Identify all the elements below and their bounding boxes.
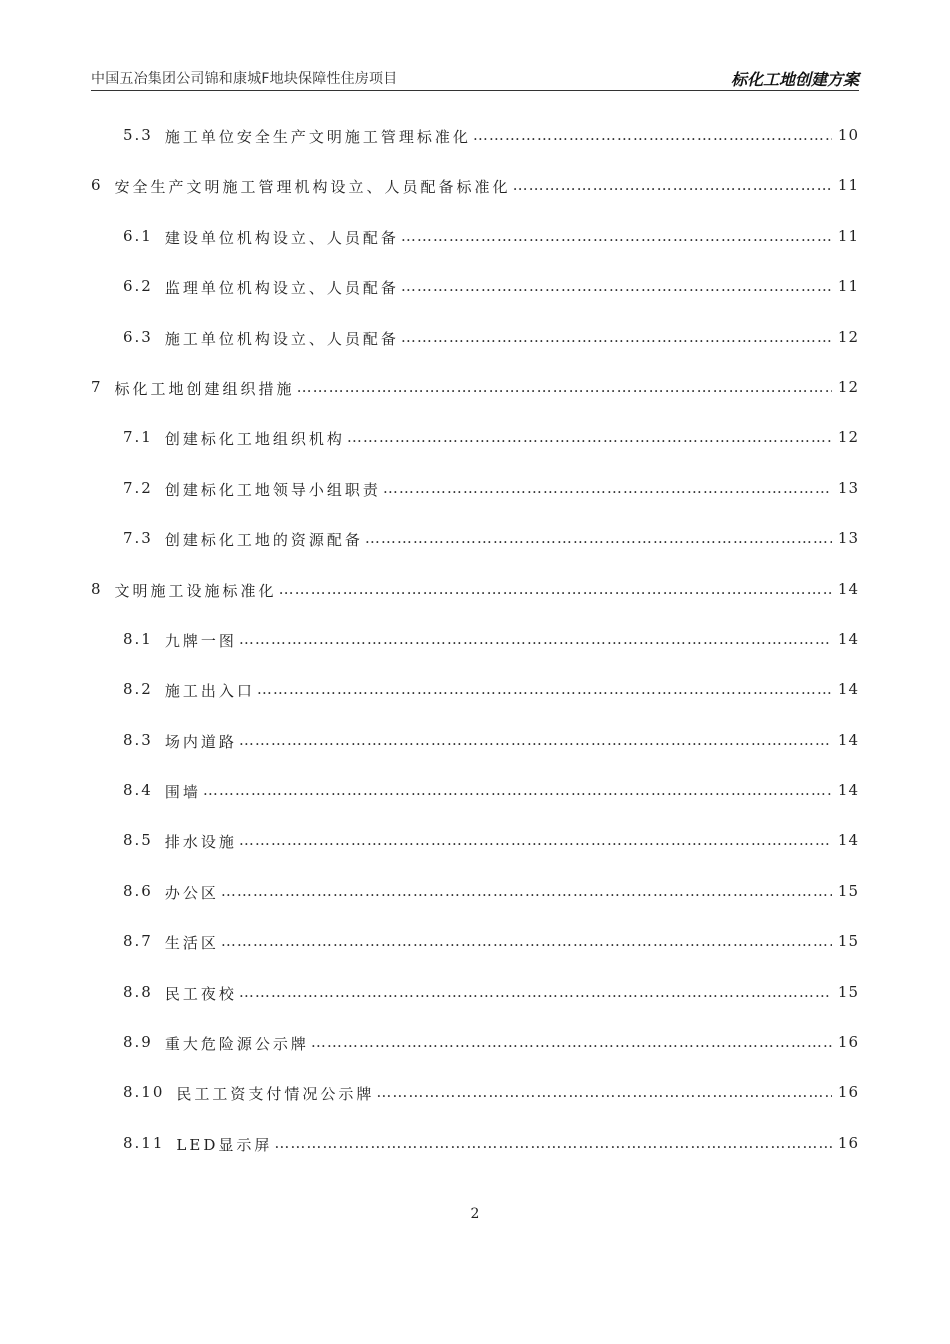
toc-entry-page: 11	[837, 277, 859, 296]
toc-entry-number: 6	[91, 176, 103, 195]
toc-entry[interactable]	[91, 328, 859, 378]
toc-entry-title: 民工工资支付情况公示牌	[176, 1085, 375, 1104]
toc-entry-page: 14	[837, 680, 859, 699]
toc-entry-title: 安全生产文明施工管理机构设立、人员配备标准化	[114, 178, 511, 197]
toc-entry-number: 8.6	[123, 881, 153, 900]
toc-dot-leader	[239, 831, 832, 849]
toc-entry-title: 围墙	[164, 783, 201, 802]
toc-entry-title: 场内道路	[164, 732, 237, 751]
toc-dot-leader	[239, 630, 832, 648]
toc-dot-leader	[365, 529, 832, 547]
toc-dot-leader	[221, 882, 832, 900]
toc-entry-page: 15	[837, 881, 859, 900]
toc-entry[interactable]	[91, 781, 859, 831]
toc-dot-leader	[311, 1033, 832, 1051]
toc-entry-number: 8.1	[123, 629, 153, 648]
toc-entry-page: 12	[837, 428, 859, 447]
toc-dot-leader	[279, 580, 832, 598]
toc-dot-leader	[203, 781, 832, 799]
toc-entry[interactable]	[91, 126, 859, 176]
toc-dot-leader	[239, 983, 832, 1001]
toc-entry-page: 14	[837, 579, 859, 598]
toc-entry-title: 施工单位机构设立、人员配备	[164, 329, 399, 348]
toc-dot-leader	[473, 126, 832, 144]
toc-dot-leader	[297, 378, 832, 396]
toc-entry-page: 10	[837, 126, 859, 144]
toc-entry-title: 建设单位机构设立、人员配备	[164, 228, 399, 247]
toc-dot-leader	[239, 731, 832, 749]
toc-entry[interactable]	[91, 1033, 859, 1083]
toc-entry-number: 8	[91, 579, 103, 598]
toc-entry[interactable]	[91, 176, 859, 226]
toc-entry-number: 6.3	[123, 327, 153, 346]
toc-entry-page: 15	[837, 982, 859, 1001]
toc-entry-title: 创建标化工地的资源配备	[164, 531, 363, 550]
toc-entry-title: 九牌一图	[164, 631, 237, 650]
toc-entry[interactable]	[91, 983, 859, 1033]
toc-entry-page: 13	[837, 478, 859, 497]
toc-entry-page: 16	[837, 1083, 859, 1102]
toc-entry-number: 8.10	[123, 1083, 165, 1102]
toc-dot-leader	[401, 277, 832, 295]
toc-entry[interactable]	[91, 428, 859, 478]
toc-entry-number: 8.2	[123, 680, 153, 699]
toc-entry-page: 11	[837, 226, 859, 245]
toc-entry-page: 11	[837, 176, 859, 195]
toc-entry-number: 8.3	[123, 730, 153, 749]
toc-entry-title: 施工出入口	[164, 682, 255, 701]
toc-entry-number: 6.2	[123, 277, 153, 296]
toc-entry-title: 监理单位机构设立、人员配备	[164, 279, 399, 298]
toc-dot-leader	[376, 1083, 831, 1101]
toc-entry-page: 12	[837, 377, 859, 396]
toc-entry-page: 16	[837, 1033, 859, 1052]
toc-entry-number: 7	[91, 377, 103, 396]
toc-dot-leader	[221, 932, 832, 950]
toc-entry-number: 8.7	[123, 932, 153, 951]
toc-entry-number: 8.11	[123, 1133, 165, 1152]
toc-entry-number: 7.2	[123, 478, 153, 497]
toc-entry-title: 创建标化工地组织机构	[164, 430, 345, 449]
header-project-name: 中国五冶集团公司锦和康城F地块保障性住房项目	[91, 71, 398, 87]
toc-entry-page: 16	[837, 1133, 859, 1152]
toc-entry[interactable]	[91, 882, 859, 932]
toc-entry-number: 8.5	[123, 831, 153, 850]
toc-dot-leader	[401, 227, 832, 245]
toc-entry[interactable]	[91, 378, 859, 428]
header-document-title: 标化工地创建方案	[730, 70, 859, 89]
toc-dot-leader	[274, 1134, 832, 1152]
toc-entry-title: 标化工地创建组织措施	[114, 379, 295, 398]
toc-entry[interactable]	[91, 630, 859, 680]
toc-entry-page: 13	[837, 529, 859, 548]
toc-entry-title: 民工夜校	[164, 984, 237, 1003]
toc-entry-number: 5.3	[123, 126, 153, 144]
toc-entry[interactable]	[91, 479, 859, 529]
toc-entry-title: 创建标化工地领导小组职责	[164, 480, 381, 499]
toc-entry[interactable]	[91, 580, 859, 630]
toc-entry-page: 12	[837, 327, 859, 346]
toc-entry-title: 重大危险源公示牌	[164, 1035, 309, 1054]
toc-entry-number: 7.3	[123, 529, 153, 548]
table-of-contents	[91, 126, 859, 1184]
toc-entry[interactable]	[91, 1083, 859, 1133]
toc-entry-title: LED显示屏	[176, 1135, 273, 1154]
toc-entry-number: 8.8	[123, 982, 153, 1001]
toc-entry-number: 6.1	[123, 226, 153, 245]
toc-entry[interactable]	[91, 932, 859, 982]
page-number: 2	[470, 1206, 480, 1222]
toc-entry[interactable]	[91, 227, 859, 277]
toc-entry-page: 14	[837, 629, 859, 648]
toc-dot-leader	[347, 428, 832, 446]
toc-entry-title: 施工单位安全生产文明施工管理标准化	[164, 128, 471, 146]
toc-dot-leader	[513, 176, 832, 194]
toc-entry[interactable]	[91, 831, 859, 881]
toc-entry[interactable]	[91, 529, 859, 579]
toc-entry[interactable]	[91, 680, 859, 730]
page-header	[91, 68, 859, 91]
toc-entry[interactable]	[91, 1134, 859, 1184]
toc-entry-page: 15	[837, 932, 859, 951]
toc-entry-title: 办公区	[164, 883, 219, 902]
toc-entry-page: 14	[837, 831, 859, 850]
toc-dot-leader	[257, 680, 832, 698]
toc-entry-title: 排水设施	[164, 833, 237, 852]
toc-entry-page: 14	[837, 781, 859, 800]
toc-entry-page: 14	[837, 730, 859, 749]
toc-entry-number: 7.1	[123, 428, 153, 447]
toc-entry-number: 8.9	[123, 1033, 153, 1052]
toc-entry[interactable]	[91, 731, 859, 781]
toc-entry-title: 文明施工设施标准化	[114, 581, 277, 600]
toc-entry-title: 生活区	[164, 934, 219, 953]
toc-dot-leader	[401, 328, 832, 346]
toc-dot-leader	[383, 479, 832, 497]
toc-entry[interactable]	[91, 277, 859, 327]
toc-entry-number: 8.4	[123, 781, 153, 800]
